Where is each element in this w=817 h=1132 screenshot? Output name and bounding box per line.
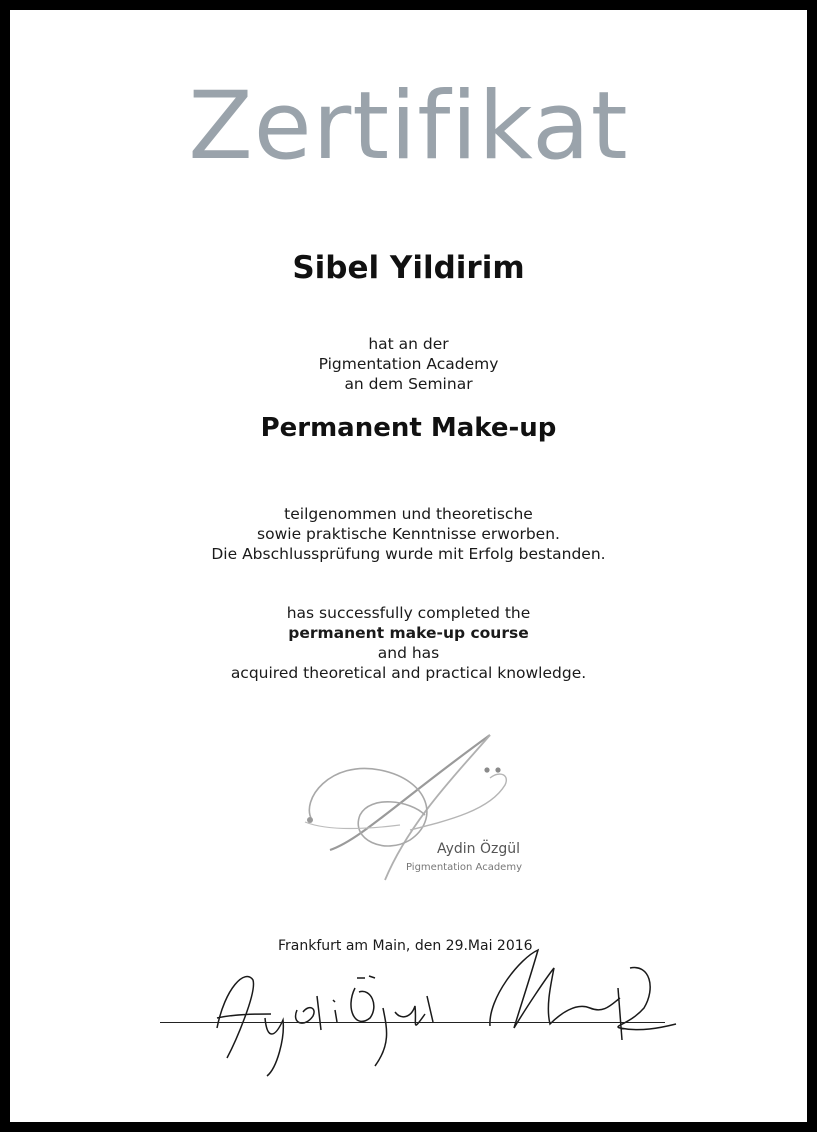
- english-body-text: [10, 603, 807, 683]
- course-name: Permanent Make-up: [260, 413, 557, 443]
- page-frame: [10, 10, 807, 1122]
- logo-name: Aydin Özgül: [436, 841, 520, 857]
- german-body-text: [10, 504, 807, 564]
- signature-right: [480, 928, 680, 1048]
- academy-logo: [290, 730, 530, 890]
- certificate-title: Zertifikat: [188, 72, 629, 181]
- english-line: has successfully completed the: [286, 604, 531, 622]
- intro-text: [10, 334, 807, 394]
- recipient-name: Sibel Yildirim: [292, 250, 525, 286]
- german-line: sowie praktische Kenntnisse erworben.: [257, 525, 560, 543]
- place-date: Frankfurt am Main, den 29.Mai 2016: [278, 938, 533, 954]
- intro-line: Pigmentation Academy: [318, 355, 499, 373]
- english-line: and has: [377, 644, 440, 662]
- english-course-line: permanent make-up course: [288, 624, 529, 642]
- intro-line: an dem Seminar: [344, 375, 473, 393]
- signature-line: [160, 1022, 665, 1023]
- english-line: acquired theoretical and practical knowledge.: [230, 664, 587, 682]
- signature-left: [205, 948, 445, 1078]
- german-line: teilgenommen und theoretische: [284, 505, 533, 523]
- certificate-sheet: [10, 10, 807, 1122]
- german-line: Die Abschlussprüfung wurde mit Erfolg bestanden.: [211, 545, 606, 563]
- logo-subtitle: Pigmentation Academy: [405, 862, 522, 873]
- intro-line: hat an der: [368, 335, 449, 353]
